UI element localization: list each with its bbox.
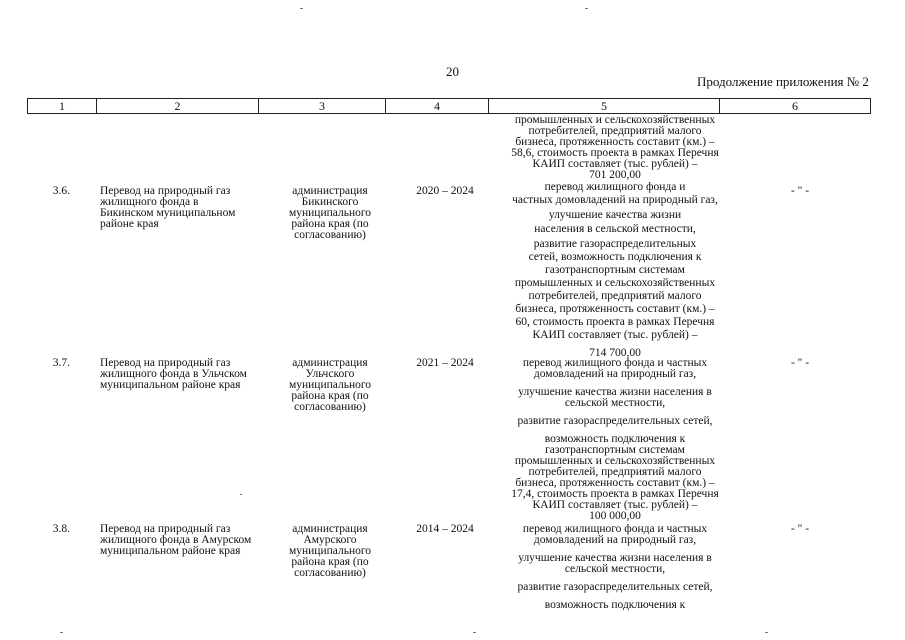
text-line: 100 000,00: [589, 510, 641, 522]
text-line: района края (по: [291, 556, 369, 568]
text-line: района края (по: [291, 390, 369, 402]
expected-result: [495, 524, 735, 611]
text-line: муниципального: [288, 545, 372, 557]
text-line: газотранспортным системам: [545, 444, 685, 456]
text-line: сельской местности,: [564, 397, 666, 409]
text-line: согласованию): [294, 401, 366, 413]
text-line: сельской местности,: [564, 563, 666, 575]
expected-result: [495, 358, 735, 522]
text-line: Перевод на природный газ: [100, 357, 231, 369]
scan-speck: [473, 632, 476, 633]
text-line: улучшение качества жизни: [548, 209, 682, 221]
col-header-4: 4: [386, 99, 489, 114]
page-number: 20: [446, 64, 459, 79]
continued-result-text: [495, 115, 735, 181]
text-line: развитие газораспределительных: [533, 238, 697, 250]
text-line: потребителей, предприятий малого: [528, 290, 702, 302]
measure-name: [100, 524, 280, 557]
text-line: развитие газораспределительных сетей,: [517, 415, 713, 427]
col-header-6: 6: [720, 99, 871, 114]
scan-speck: [765, 632, 768, 633]
text-line: согласованию): [294, 229, 366, 241]
text-line: возможность подключения к: [544, 599, 686, 611]
text-line: Перевод на природный газ: [100, 185, 231, 197]
same-mark: - " -: [790, 523, 810, 535]
col-header-2: 2: [97, 99, 259, 114]
text-line: 60, стоимость проекта в рамках Перечня: [515, 316, 715, 328]
text-line: муниципального: [288, 207, 372, 219]
same-mark: - " -: [790, 185, 810, 197]
col-header-3: 3: [259, 99, 386, 114]
text-line: возможность подключения к: [544, 433, 686, 445]
text-line: администрация: [292, 185, 368, 197]
same-mark: - " -: [790, 357, 810, 369]
text-line: 714 700,00: [589, 347, 641, 359]
text-line: согласованию): [294, 567, 366, 579]
text-line: домовладений на природный газ,: [533, 368, 697, 380]
text-line: муниципальном районе края: [100, 545, 241, 557]
text-line: частных домовладений на природный газ,: [512, 194, 718, 206]
scan-speck: [585, 8, 588, 9]
scan-speck: [60, 632, 63, 633]
text-line: муниципальном районе края: [100, 379, 241, 391]
period: 2014 – 2024: [416, 523, 474, 535]
text-line: сетей, возможность подключения к: [528, 251, 702, 263]
text-line: бизнеса, протяженность составит (км.) –: [515, 303, 715, 315]
text-line: администрация: [292, 523, 368, 535]
text-line: промышленных и сельскохозяйственных: [514, 114, 716, 126]
text-line: Амурского: [303, 534, 357, 546]
text-line: КАИП составляет (тыс. рублей) –: [532, 158, 698, 170]
text-line: населения в сельской местности,: [534, 223, 696, 235]
text-line: улучшение качества жизни населения в: [518, 552, 712, 564]
text-line: жилищного фонда в: [100, 196, 199, 208]
measure-name: [100, 358, 280, 391]
text-line: домовладений на природный газ,: [533, 534, 697, 546]
text-line: перевод жилищного фонда и частных: [522, 357, 708, 369]
text-line: развитие газораспределительных сетей,: [517, 581, 713, 593]
executor: [275, 186, 385, 241]
text-line: промышленных и сельскохозяйственных: [514, 455, 716, 467]
col-header-5: 5: [489, 99, 720, 114]
expected-result: [495, 182, 735, 359]
text-line: Перевод на природный газ: [100, 523, 231, 535]
row-number: 3.7.: [52, 357, 70, 369]
text-line: КАИП составляет (тыс. рублей) –: [532, 329, 698, 341]
period: 2021 – 2024: [416, 357, 474, 369]
column-header-table: [27, 98, 871, 114]
text-line: жилищного фонда в Ульчском: [100, 368, 247, 380]
text-line: промышленных и сельскохозяйственных: [514, 277, 716, 289]
executor: [275, 524, 385, 579]
text-line: перевод жилищного фонда и: [544, 181, 686, 193]
col-header-1: 1: [28, 99, 97, 114]
text-line: администрация: [292, 357, 368, 369]
text-line: газотранспортным системам: [545, 264, 685, 276]
text-line: района края (по: [291, 218, 369, 230]
text-line: Бикинского: [301, 196, 359, 208]
continuation-title: Продолжение приложения № 2: [697, 74, 869, 89]
text-line: Бикинском муниципальном: [100, 207, 236, 219]
measure-name: [100, 186, 280, 230]
executor: [275, 358, 385, 413]
text-line: потребителей, предприятий малого: [528, 125, 702, 137]
text-line: перевод жилищного фонда и частных: [522, 523, 708, 535]
text-line: КАИП составляет (тыс. рублей) –: [532, 499, 698, 511]
text-line: 58,6, стоимость проекта в рамках Перечня: [511, 147, 719, 159]
scan-speck: [300, 8, 303, 9]
text-line: жилищного фонда в Амурском: [100, 534, 252, 546]
text-line: 17,4, стоимость проекта в рамках Перечня: [511, 488, 719, 500]
scan-speck: [240, 494, 242, 495]
row-number: 3.6.: [52, 185, 70, 197]
row-number: 3.8.: [52, 523, 70, 535]
text-line: районе края: [100, 218, 159, 230]
period: 2020 – 2024: [416, 185, 474, 197]
text-line: муниципального: [288, 379, 372, 391]
text-line: бизнеса, протяженность составит (км.) –: [515, 136, 715, 148]
text-line: бизнеса, протяженность составит (км.) –: [515, 477, 715, 489]
text-line: улучшение качества жизни населения в: [518, 386, 712, 398]
text-line: Ульчского: [305, 368, 355, 380]
text-line: 701 200,00: [589, 169, 641, 181]
text-line: потребителей, предприятий малого: [528, 466, 702, 478]
